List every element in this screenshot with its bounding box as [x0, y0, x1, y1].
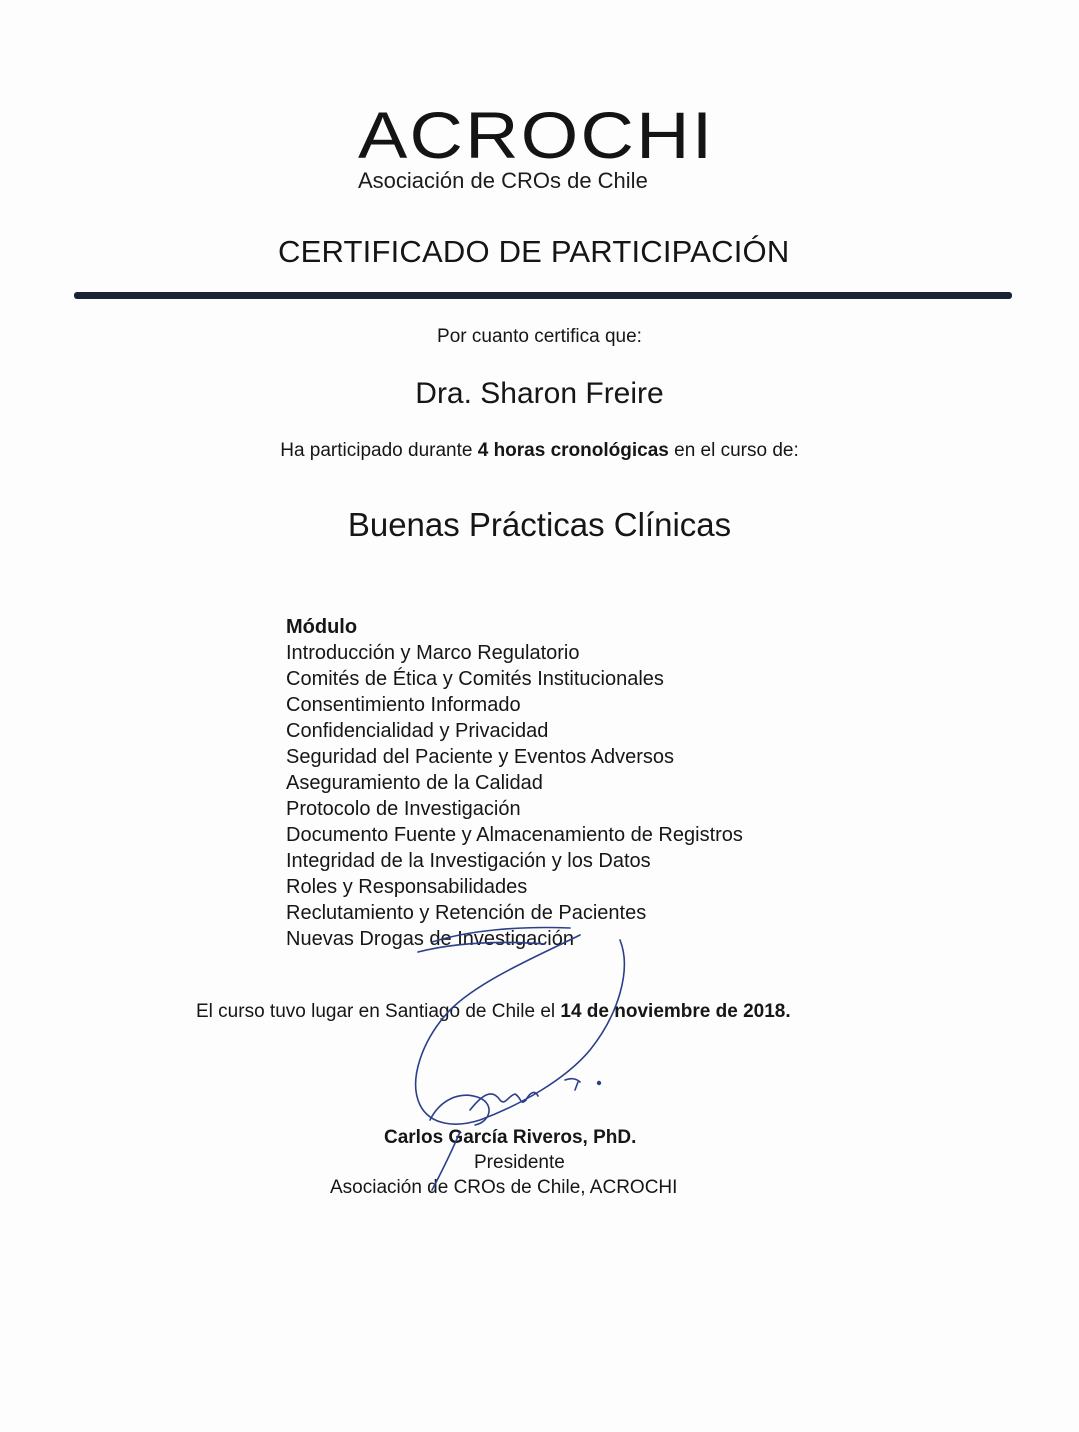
- header-divider: [74, 292, 1012, 299]
- module-item: Integridad de la Investigación y los Datos: [286, 850, 651, 872]
- module-item: Nuevas Drogas de Investigación: [286, 928, 574, 950]
- intro-text: Por cuanto certifica que:: [437, 326, 642, 347]
- module-item: Reclutamiento y Retención de Pacientes: [286, 902, 647, 924]
- module-item: Roles y Responsabilidades: [286, 876, 528, 898]
- participation-hours: 4 horas cronológicas: [477, 440, 669, 461]
- logo-subtitle: Asociación de CROs de Chile: [358, 168, 648, 193]
- module-item: Consentimiento Informado: [286, 694, 521, 716]
- module-item: Seguridad del Paciente y Eventos Adversos: [286, 746, 675, 768]
- module-item: Introducción y Marco Regulatorio: [286, 642, 580, 664]
- location-text: El curso tuvo lugar en Santiago de Chile el: [196, 1001, 561, 1022]
- module-item: Protocolo de Investigación: [286, 798, 521, 820]
- module-list-header: Módulo: [286, 616, 358, 638]
- participation-prefix: Ha participado durante: [280, 440, 478, 461]
- signer-name: Carlos García Riveros, PhD.: [384, 1127, 637, 1148]
- certificate-title: CERTIFICADO DE PARTICIPACIÓN: [278, 234, 790, 269]
- participation-suffix: en el curso de:: [668, 440, 799, 461]
- logo-title: ACROCHI: [358, 98, 715, 172]
- module-item: Confidencialidad y Privacidad: [286, 720, 549, 742]
- course-name: Buenas Prácticas Clínicas: [347, 506, 732, 543]
- module-item: Comités de Ética y Comités Institucionales: [286, 668, 664, 690]
- signer-organization: Asociación de CROs de Chile, ACROCHI: [330, 1177, 678, 1198]
- participation-statement: [0, 441, 1079, 460]
- module-list: [286, 614, 743, 952]
- course-date: 14 de noviembre de 2018.: [560, 1001, 791, 1022]
- module-item: Aseguramiento de la Calidad: [286, 772, 543, 794]
- module-item: Documento Fuente y Almacenamiento de Registros: [286, 824, 743, 846]
- location-date-line: [196, 1002, 791, 1021]
- recipient-name: Dra. Sharon Freire: [415, 377, 664, 410]
- signer-role: Presidente: [474, 1152, 565, 1173]
